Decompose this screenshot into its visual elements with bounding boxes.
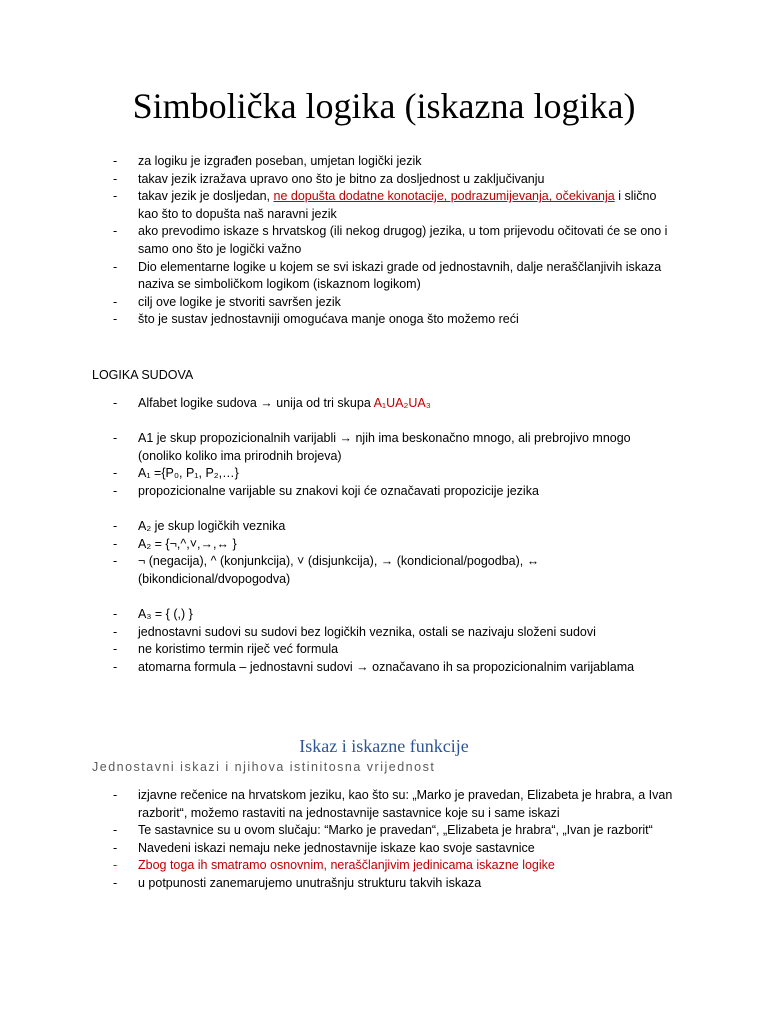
list-item: - u potpunosti zanemarujemo unutrašnju strukturu takvih iskaza — [0, 875, 768, 893]
list-item — [0, 395, 768, 413]
logika-list — [0, 395, 768, 677]
list-item: - atomarna formula – jednostavni sudovi → označavano ih sa propozicionalnim varijablama — [0, 659, 768, 677]
list-item: - A₃ = { (,) } — [0, 606, 768, 624]
list-item: - ako prevodimo iskaze s hrvatskog (ili nekog drugog) jezika, u tom prijevodu očitovati će se ono i samo ono što je logički važno — [0, 223, 768, 258]
section-heading: LOGIKA SUDOVA — [92, 368, 194, 382]
item-text: i slično kao što to dopušta naš naravni jezik — [138, 189, 657, 221]
section-subtitle: Jednostavni iskazi i njihova istinitosna vrijednost — [92, 760, 436, 774]
list-item: - Zbog toga ih smatramo osnovnim, neraščlanjivim jedinicama iskazne logike — [0, 857, 768, 875]
list-item: - izjavne rečenice na hrvatskom jeziku, kao što su: „Marko je pravedan, Elizabeta je hrabra, a Ivan razborit“, možemo rastaviti na jednostavnije sastavnice koje su i same iskazi — [0, 787, 768, 822]
list-item: - za logiku je izgrađen poseban, umjetan logički jezik — [0, 153, 768, 171]
highlight-text: ne dopušta dodatne konotacije, podrazumijevanja, očekivanja — [273, 189, 615, 204]
iskaz-list — [0, 787, 768, 893]
list-item: - A₁ ={P₀, P₁, P₂,…} — [0, 465, 768, 483]
list-item: - ¬ (negacija), ^ (konjunkcija), ˅ (disjunkcija), → (kondicional/pogodba), ↔ (bikondicional/dvopogodva) — [0, 553, 768, 588]
list-item: - cilj ove logike je stvoriti savršen jezik — [0, 294, 768, 312]
list-item: - što je sustav jednostavniji omogućava manje onoga što možemo reći — [0, 311, 768, 329]
item-text: takav jezik je dosljedan, — [138, 189, 274, 204]
section-title-iskaz: Iskaz i iskazne funkcije — [299, 736, 469, 756]
list-item: - A₂ = {¬,^,˅,→,↔ } — [0, 536, 768, 554]
spacer — [0, 501, 768, 519]
list-item: - propozicionalne varijable su znakovi koji će označavati propozicije jezika — [0, 483, 768, 501]
list-item: - A1 je skup propozicionalnih varijabli → njih ima beskonačno mnogo, ali prebrojivo mnogo (onoliko koliko ima prirodnih brojeva) — [0, 430, 768, 465]
page-title: Simbolička logika (iskazna logika) — [132, 86, 636, 126]
intro-list — [0, 153, 768, 329]
list-item: - Navedeni iskazi nemaju neke jednostavnije iskaze kao svoje sastavnice — [0, 840, 768, 858]
alphabet-union: A₁UA₂UA₃ — [373, 396, 431, 410]
list-item — [0, 188, 768, 223]
spacer — [0, 413, 768, 431]
list-item: - ne koristimo termin riječ već formula — [0, 641, 768, 659]
list-item: - A₂ je skup logičkih veznika — [0, 518, 768, 536]
list-item: - jednostavni sudovi su sudovi bez logičkih veznika, ostali se nazivaju složeni sudovi — [0, 624, 768, 642]
spacer — [0, 589, 768, 607]
list-item: - takav jezik izražava upravo ono što je bitno za dosljednost u zaključivanju — [0, 171, 768, 189]
list-item: - Te sastavnice su u ovom slučaju: “Marko je pravedan“, „Elizabeta je hrabra“, „Ivan je razborit“ — [0, 822, 768, 840]
item-text: Alfabet logike sudova → unija od tri skupa — [138, 396, 374, 410]
list-item: - Dio elementarne logike u kojem se svi iskazi grade od jednostavnih, dalje neraščlanjivih iskaza naziva se simboličkom logikom (iskaznom logikom) — [0, 259, 768, 294]
